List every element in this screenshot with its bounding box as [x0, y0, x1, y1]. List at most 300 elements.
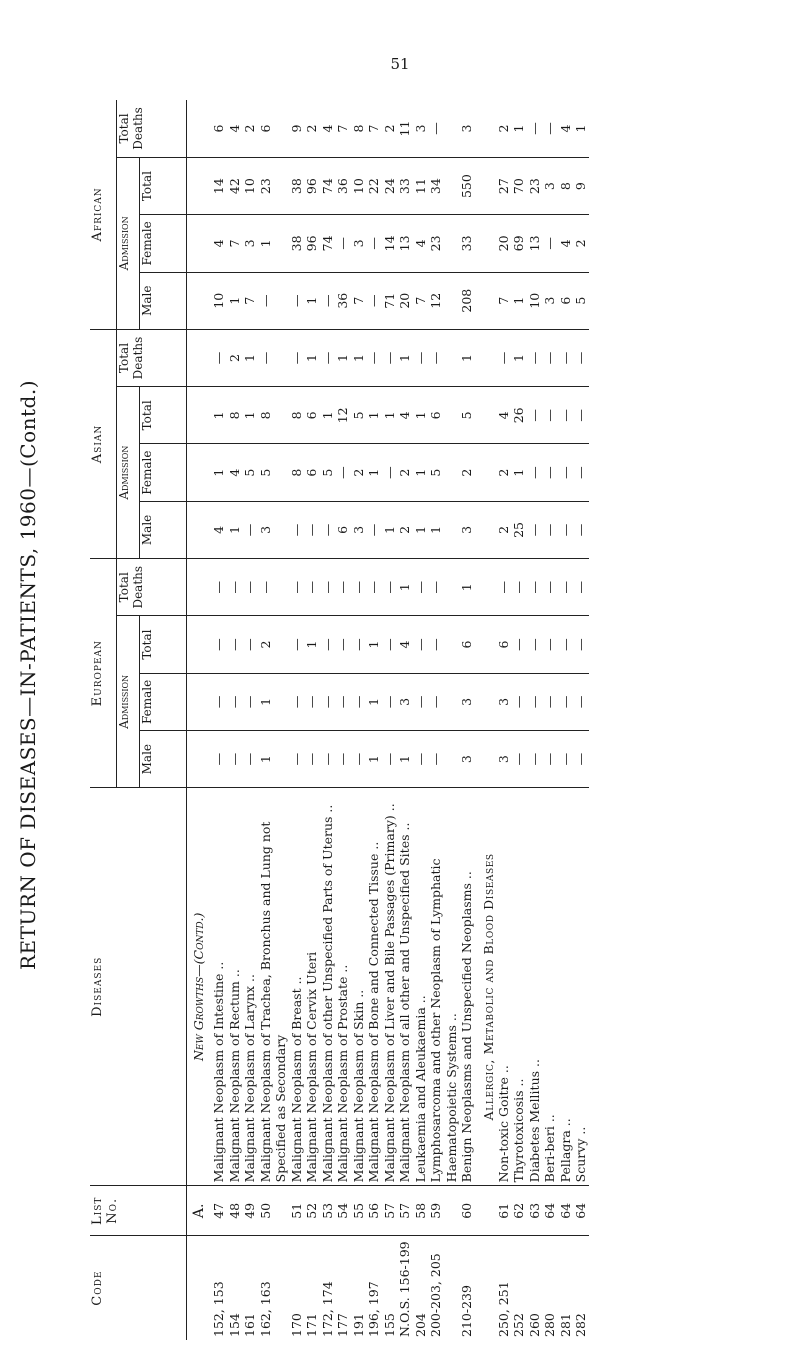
african-male-cell: 1 [511, 272, 527, 329]
table-row [211, 100, 227, 1340]
african-total-deaths-cell: 4 [320, 100, 336, 157]
asian-total-cell: 5 [459, 387, 475, 444]
european-total-cell: — [320, 616, 336, 673]
list-no-cell: 54 [335, 1186, 351, 1236]
disease-name: Pellagra .. [558, 788, 574, 1186]
disease-name: Malignant Neoplasm of all other and Unspecified Sites .. [397, 788, 413, 1186]
european-male-cell: 1 [397, 731, 413, 788]
asian-male-cell: — [558, 501, 574, 558]
european-total-deaths-cell: — [382, 559, 398, 616]
african-male-cell: 208 [459, 272, 475, 329]
asian-female-cell: 2 [459, 444, 475, 501]
european-female-cell: — [335, 673, 351, 730]
african-male-cell: 71 [382, 272, 398, 329]
disease-name: Scurvy .. [573, 788, 589, 1186]
list-no-cell: 62 [511, 1186, 527, 1236]
asian-male-cell: — [573, 501, 589, 558]
european-total-cell: — [382, 616, 398, 673]
code-cell: 204 [412, 1313, 428, 1337]
header-african-male: Male [140, 272, 187, 329]
code-cell: 250, 251 [495, 1281, 511, 1337]
asian-total-cell: 1 [382, 387, 398, 444]
code-cell: 282 [573, 1313, 588, 1337]
asian-female-cell: 1 [511, 444, 527, 501]
european-total-deaths-cell: — [413, 559, 429, 616]
african-female-cell: 2 [573, 215, 589, 272]
african-female-cell: 4 [413, 215, 429, 272]
asian-total-deaths-cell: — [382, 329, 398, 386]
european-total-cell: 1 [366, 616, 382, 673]
european-total-deaths-cell: — [428, 559, 459, 616]
european-total-cell: — [413, 616, 429, 673]
header-asian-total: Total [140, 387, 187, 444]
african-total-cell: 33 [397, 157, 413, 214]
code-cell-empty [475, 1236, 496, 1340]
asian-total-deaths-cell: — [320, 329, 336, 386]
asian-total-deaths-cell: — [573, 329, 589, 386]
european-total-cell: 4 [397, 616, 413, 673]
asian-female-cell: 2 [351, 444, 367, 501]
asian-female-cell: 1 [413, 444, 429, 501]
african-total-deaths-cell: 3 [413, 100, 429, 157]
african-total-cell: 27 [496, 157, 512, 214]
european-total-deaths-cell: — [496, 559, 512, 616]
code-cell: 196, 197 [366, 1281, 381, 1337]
african-total-deaths-cell: 7 [335, 100, 351, 157]
african-female-cell: 13 [397, 215, 413, 272]
header-asian-total-deaths: Total Deaths [117, 329, 187, 386]
asian-male-cell: 1 [428, 501, 459, 558]
european-male-cell: — [227, 731, 243, 788]
table-row [382, 100, 398, 1340]
european-total-deaths-cell: — [335, 559, 351, 616]
european-female-cell: — [211, 673, 227, 730]
african-total-deaths-cell: — [527, 100, 543, 157]
code-cell: 210-239 [459, 1285, 474, 1337]
european-total-cell: 6 [459, 616, 475, 673]
asian-female-cell: — [527, 444, 543, 501]
european-total-cell: — [335, 616, 351, 673]
disease-name: Leukaemia and Aleukaemia .. [413, 788, 429, 1186]
european-male-cell: — [320, 731, 336, 788]
african-female-cell: 20 [496, 215, 512, 272]
african-total-cell: 550 [459, 157, 475, 214]
header-european-female: Female [140, 673, 187, 730]
african-male-cell: — [258, 272, 289, 329]
african-female-cell: 38 [289, 215, 305, 272]
asian-total-deaths-cell: — [558, 329, 574, 386]
european-total-deaths-cell: — [211, 559, 227, 616]
african-female-cell: 74 [320, 215, 336, 272]
african-male-cell: 7 [496, 272, 512, 329]
code-cell: 154 [226, 1313, 242, 1337]
asian-female-cell: — [558, 444, 574, 501]
european-total-cell: — [558, 616, 574, 673]
african-total-cell: 22 [366, 157, 382, 214]
asian-total-cell: — [558, 387, 574, 444]
table-row [573, 100, 589, 1340]
asian-total-cell: 1 [211, 387, 227, 444]
european-female-cell: — [428, 673, 459, 730]
list-no-cell: 47 [211, 1186, 227, 1236]
african-male-cell: — [366, 272, 382, 329]
african-total-cell: 23 [258, 157, 289, 214]
list-no-cell: 63 [527, 1186, 543, 1236]
asian-total-deaths-cell: 1 [335, 329, 351, 386]
african-total-cell: 36 [335, 157, 351, 214]
african-male-cell: — [289, 272, 305, 329]
european-female-cell: 3 [397, 673, 413, 730]
european-male-cell: — [289, 731, 305, 788]
european-total-cell: — [428, 616, 459, 673]
asian-total-cell: 4 [397, 387, 413, 444]
european-total-deaths-cell: — [351, 559, 367, 616]
table-body [187, 100, 589, 1340]
section-allergic-row [475, 100, 496, 1340]
asian-male-cell: 2 [397, 501, 413, 558]
disease-name: Benign Neoplasms and Unspecified Neoplasms .. [459, 788, 475, 1186]
asian-total-deaths-cell: — [413, 329, 429, 386]
european-male-cell: — [351, 731, 367, 788]
european-male-cell: — [382, 731, 398, 788]
code-cell: 171 [304, 1313, 319, 1337]
african-total-cell: 8 [558, 157, 574, 214]
header-european-admission: Admission [117, 616, 140, 788]
header-code: Code [90, 1236, 187, 1340]
african-female-cell: — [335, 215, 351, 272]
list-no-cell: 60 [459, 1186, 475, 1236]
european-male-cell: 1 [366, 731, 382, 788]
african-male-cell: 7 [413, 272, 429, 329]
header-asian-female: Female [140, 444, 187, 501]
european-male-cell: 3 [496, 731, 512, 788]
table-row [397, 100, 413, 1340]
section-letter: A. [187, 1186, 212, 1236]
african-total-deaths-cell: 2 [304, 100, 320, 157]
asian-female-cell: 8 [289, 444, 305, 501]
table-row [351, 100, 367, 1340]
european-total-cell: — [542, 616, 558, 673]
header-asian-admission: Admission [117, 387, 140, 559]
african-total-deaths-cell: 7 [366, 100, 382, 157]
disease-name: Malignant Neoplasm of Cervix Uteri [304, 788, 320, 1186]
empty-cell [475, 215, 496, 272]
asian-female-cell: 4 [227, 444, 243, 501]
european-total-deaths-cell: 1 [459, 559, 475, 616]
european-total-deaths-cell: — [542, 559, 558, 616]
african-female-cell: 33 [459, 215, 475, 272]
disease-name: Malignant Neoplasm of other Unspecified Parts of Uterus .. [320, 788, 336, 1186]
header-african-admission: Admission [117, 157, 140, 329]
european-male-cell: — [304, 731, 320, 788]
rotated-table-container [90, 100, 750, 1340]
african-total-cell: 14 [211, 157, 227, 214]
list-no-cell: 64 [542, 1186, 558, 1236]
european-total-cell: — [289, 616, 305, 673]
asian-total-deaths-cell: — [428, 329, 459, 386]
asian-total-deaths-cell: 1 [459, 329, 475, 386]
list-no-cell: 55 [351, 1186, 367, 1236]
african-total-cell: 74 [320, 157, 336, 214]
disease-name: Malignant Neoplasm of Intestine .. [211, 788, 227, 1186]
list-no-cell: 57 [382, 1186, 398, 1236]
table-row [527, 100, 543, 1340]
asian-total-cell: 8 [227, 387, 243, 444]
african-male-cell: 5 [573, 272, 589, 329]
code-cell: 177 [335, 1313, 350, 1337]
list-no-cell: 64 [558, 1186, 574, 1236]
asian-total-deaths-cell: — [289, 329, 305, 386]
asian-total-deaths-cell: — [527, 329, 543, 386]
table-row [511, 100, 527, 1340]
disease-name: Malignant Neoplasm of Skin .. [351, 788, 367, 1186]
asian-total-cell: 12 [335, 387, 351, 444]
page-title: RETURN OF DISEASES—IN-PATIENTS, 1960—(Contd.) [16, 379, 40, 971]
african-female-cell: 14 [382, 215, 398, 272]
european-total-cell: 2 [258, 616, 289, 673]
european-total-deaths-cell: — [258, 559, 289, 616]
asian-total-cell: 8 [289, 387, 305, 444]
african-male-cell: 7 [351, 272, 367, 329]
european-total-cell: — [573, 616, 589, 673]
european-male-cell: — [335, 731, 351, 788]
european-total-cell: 1 [304, 616, 320, 673]
european-total-deaths-cell: 1 [397, 559, 413, 616]
european-female-cell: — [289, 673, 305, 730]
disease-name: Beri-beri .. [542, 788, 558, 1186]
european-total-cell: — [511, 616, 527, 673]
african-total-cell: 96 [304, 157, 320, 214]
asian-female-cell: 5 [428, 444, 459, 501]
section-new-growths: New Growths—(Contd.) [187, 788, 212, 1186]
european-male-cell: — [542, 731, 558, 788]
european-total-cell: — [211, 616, 227, 673]
asian-male-cell: — [304, 501, 320, 558]
european-male-cell: — [428, 731, 459, 788]
african-total-deaths-cell: 11 [397, 100, 413, 157]
code-cell: 161 [242, 1313, 257, 1337]
asian-total-cell: 5 [351, 387, 367, 444]
table-row [413, 100, 429, 1340]
list-no-cell: 48 [227, 1186, 243, 1236]
code-cell: 155 [381, 1313, 397, 1337]
list-no-cell: 58 [413, 1186, 429, 1236]
european-total-cell: — [527, 616, 543, 673]
asian-total-deaths-cell: 1 [397, 329, 413, 386]
african-total-deaths-cell: 6 [258, 100, 289, 157]
african-female-cell: 7 [227, 215, 243, 272]
african-total-cell: 24 [382, 157, 398, 214]
asian-male-cell: 3 [459, 501, 475, 558]
african-total-deaths-cell: 9 [289, 100, 305, 157]
asian-male-cell: 3 [351, 501, 367, 558]
asian-total-cell: 8 [258, 387, 289, 444]
european-female-cell: — [320, 673, 336, 730]
asian-total-cell: — [527, 387, 543, 444]
asian-female-cell: 1 [366, 444, 382, 501]
asian-total-cell: 1 [320, 387, 336, 444]
african-male-cell: 3 [542, 272, 558, 329]
asian-total-cell: 6 [304, 387, 320, 444]
asian-male-cell: 4 [211, 501, 227, 558]
asian-female-cell: 2 [496, 444, 512, 501]
header-asian: Asian [90, 329, 117, 558]
table-row [496, 100, 512, 1340]
african-total-cell: 10 [242, 157, 258, 214]
empty-cell [475, 616, 496, 673]
african-total-cell: 34 [428, 157, 459, 214]
disease-name: Thyrotoxicosis .. [511, 788, 527, 1186]
asian-male-cell: 2 [496, 501, 512, 558]
african-female-cell: — [366, 215, 382, 272]
african-male-cell: 10 [211, 272, 227, 329]
asian-female-cell: 6 [304, 444, 320, 501]
table-row [242, 100, 258, 1340]
asian-male-cell: 6 [335, 501, 351, 558]
empty-cell [475, 559, 496, 616]
european-total-cell: — [227, 616, 243, 673]
asian-male-cell: — [542, 501, 558, 558]
asian-total-cell: 1 [413, 387, 429, 444]
table-row [558, 100, 574, 1340]
european-female-cell: — [558, 673, 574, 730]
code-cell: 162, 163 [257, 1281, 273, 1337]
table-row [320, 100, 336, 1340]
european-male-cell: — [413, 731, 429, 788]
european-female-cell: — [542, 673, 558, 730]
code-cell: 260 [526, 1313, 542, 1337]
empty-cell [475, 272, 496, 329]
african-male-cell: 10 [527, 272, 543, 329]
code-cell: 152, 153 [211, 1281, 226, 1337]
african-male-cell: 20 [397, 272, 413, 329]
header-african: African [90, 100, 117, 329]
page-number: 51 [390, 55, 410, 73]
asian-male-cell: 1 [227, 501, 243, 558]
header-african-total-deaths: Total Deaths [117, 100, 187, 157]
african-female-cell: 23 [428, 215, 459, 272]
table-row [366, 100, 382, 1340]
european-female-cell: 3 [496, 673, 512, 730]
list-no-cell: 49 [242, 1186, 258, 1236]
african-male-cell: 6 [558, 272, 574, 329]
european-female-cell: — [573, 673, 589, 730]
header-european-total-deaths: Total Deaths [117, 559, 187, 616]
african-female-cell: 96 [304, 215, 320, 272]
asian-total-cell: 1 [366, 387, 382, 444]
asian-total-cell: — [542, 387, 558, 444]
european-female-cell: — [242, 673, 258, 730]
african-total-cell: 38 [289, 157, 305, 214]
disease-name: Malignant Neoplasm of Bone and Connected Tissue .. [366, 788, 382, 1186]
table-row [542, 100, 558, 1340]
european-female-cell: — [351, 673, 367, 730]
african-total-cell: 3 [542, 157, 558, 214]
disease-name: Diabetes Mellitus .. [527, 788, 543, 1186]
asian-female-cell: 5 [258, 444, 289, 501]
african-total-deaths-cell: 2 [496, 100, 512, 157]
disease-name: Lymphosarcoma and other Neoplasm of Lymphatic Haematopoietic Systems .. [428, 788, 459, 1186]
african-total-cell: 9 [573, 157, 589, 214]
european-total-deaths-cell: — [366, 559, 382, 616]
disease-name: Malignant Neoplasm of Rectum .. [227, 788, 243, 1186]
list-no-cell: 57 [397, 1186, 413, 1236]
section-allergic: Allergic, Metabolic and Blood Diseases [475, 788, 496, 1186]
table-row [335, 100, 351, 1340]
african-total-deaths-cell: 1 [511, 100, 527, 157]
disease-name: Malignant Neoplasm of Larynx .. [242, 788, 258, 1186]
european-total-cell: — [242, 616, 258, 673]
empty-cell [475, 329, 496, 386]
empty-cell [475, 731, 496, 788]
asian-female-cell: — [335, 444, 351, 501]
header-european-male: Male [140, 731, 187, 788]
african-female-cell: 69 [511, 215, 527, 272]
european-female-cell: — [527, 673, 543, 730]
table-row [304, 100, 320, 1340]
european-male-cell: — [242, 731, 258, 788]
european-female-cell: — [413, 673, 429, 730]
european-female-cell: 3 [459, 673, 475, 730]
asian-female-cell: 2 [397, 444, 413, 501]
list-no-cell: 51 [289, 1186, 305, 1236]
list-no-cell: 50 [258, 1186, 289, 1236]
african-total-deaths-cell: 8 [351, 100, 367, 157]
header-list-no: List No. [90, 1186, 187, 1236]
african-female-cell: 3 [242, 215, 258, 272]
header-african-female: Female [140, 215, 187, 272]
african-female-cell: 4 [558, 215, 574, 272]
asian-total-cell: — [573, 387, 589, 444]
table-row [227, 100, 243, 1340]
european-male-cell: 3 [459, 731, 475, 788]
asian-female-cell: 5 [242, 444, 258, 501]
african-female-cell: 3 [351, 215, 367, 272]
list-cell-empty [475, 1186, 496, 1236]
header-diseases: Diseases [90, 788, 187, 1186]
african-total-deaths-cell: 3 [459, 100, 475, 157]
list-no-cell: 61 [496, 1186, 512, 1236]
european-female-cell: — [227, 673, 243, 730]
disease-name: Malignant Neoplasm of Trachea, Bronchus and Lung not Specified as Secondary [258, 788, 289, 1186]
asian-total-deaths-cell: 1 [304, 329, 320, 386]
african-total-deaths-cell: 1 [573, 100, 589, 157]
header-european-total: Total [140, 616, 187, 673]
code-cell: 281 [557, 1313, 573, 1337]
asian-female-cell: 1 [211, 444, 227, 501]
asian-total-deaths-cell: — [366, 329, 382, 386]
african-total-deaths-cell: 6 [211, 100, 227, 157]
african-total-cell: 42 [227, 157, 243, 214]
header-african-total: Total [140, 157, 187, 214]
table-row [428, 100, 459, 1340]
european-total-deaths-cell: — [289, 559, 305, 616]
african-total-deaths-cell: 2 [382, 100, 398, 157]
empty-cell [475, 673, 496, 730]
asian-total-deaths-cell: — [542, 329, 558, 386]
european-male-cell: — [527, 731, 543, 788]
list-no-cell: 59 [428, 1186, 459, 1236]
header-european: European [90, 559, 117, 788]
asian-male-cell: — [242, 501, 258, 558]
european-total-deaths-cell: — [573, 559, 589, 616]
asian-total-cell: 6 [428, 387, 459, 444]
african-male-cell: 36 [335, 272, 351, 329]
asian-male-cell: 1 [382, 501, 398, 558]
african-total-cell: 70 [511, 157, 527, 214]
empty-cell [475, 444, 496, 501]
header-asian-male: Male [140, 501, 187, 558]
